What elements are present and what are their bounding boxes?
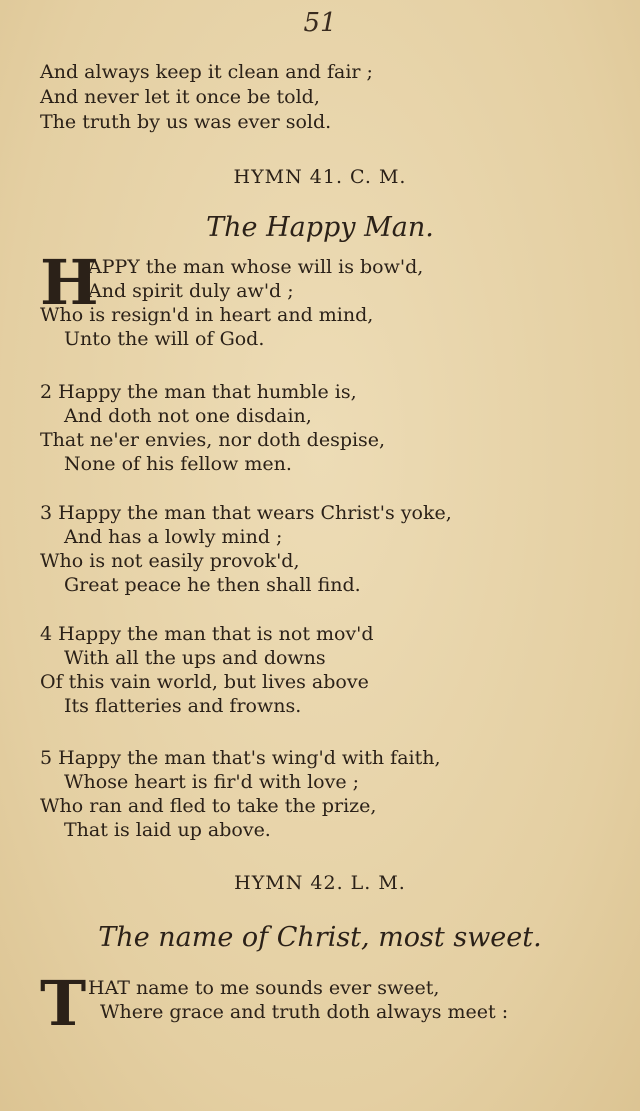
page-number: 51 bbox=[303, 8, 337, 38]
hymn-41-stanza-2 bbox=[40, 380, 385, 476]
verse-line: APPY the man whose will is bow'd, bbox=[88, 256, 424, 278]
verse-line: HAT name to me sounds ever sweet, bbox=[88, 977, 440, 999]
verse-line: Of this vain world, but lives above bbox=[40, 671, 369, 693]
verse-line: Unto the will of God. bbox=[64, 328, 265, 350]
hymn-42-heading: HYMN 42. L. M. bbox=[234, 872, 406, 894]
verse-line: Who ran and fled to take the prize, bbox=[40, 795, 377, 817]
verse-line: The truth by us was ever sold. bbox=[40, 111, 332, 133]
verse-line: And spirit duly aw'd ; bbox=[88, 280, 294, 302]
continued-verse bbox=[40, 60, 373, 135]
hymn-41-stanza-3 bbox=[40, 501, 452, 597]
verse-line: 2 Happy the man that humble is, bbox=[40, 381, 357, 403]
hymn-42-title: The name of Christ, most sweet. bbox=[98, 922, 542, 953]
verse-line: That is laid up above. bbox=[64, 819, 271, 841]
hymn-41-title: The Happy Man. bbox=[206, 212, 434, 243]
verse-line: And always keep it clean and fair ; bbox=[40, 61, 373, 83]
verse-line: That ne'er envies, nor doth despise, bbox=[40, 429, 386, 451]
verse-line: And doth not one disdain, bbox=[64, 405, 312, 427]
verse-line: Where grace and truth doth always meet : bbox=[100, 1001, 509, 1023]
hymn-41-stanza-1 bbox=[40, 246, 424, 351]
verse-line: Its flatteries and frowns. bbox=[64, 695, 302, 717]
drop-cap: H bbox=[40, 246, 99, 319]
verse-line: And has a lowly mind ; bbox=[64, 526, 283, 548]
verse-line: Who is not easily provok'd, bbox=[40, 550, 300, 572]
verse-line: 3 Happy the man that wears Christ's yoke, bbox=[40, 502, 452, 524]
verse-line: None of his fellow men. bbox=[64, 453, 292, 475]
drop-cap: T bbox=[40, 967, 87, 1040]
hymn-41-heading: HYMN 41. C. M. bbox=[233, 166, 407, 188]
hymn-41-stanza-4 bbox=[40, 622, 374, 718]
verse-line: Great peace he then shall find. bbox=[64, 574, 361, 596]
verse-line: 4 Happy the man that is not mov'd bbox=[40, 623, 374, 645]
verse-line: With all the ups and downs bbox=[64, 647, 326, 669]
verse-line: 5 Happy the man that's wing'd with faith, bbox=[40, 747, 441, 769]
verse-line: And never let it once be told, bbox=[40, 86, 320, 108]
verse-line: Who is resign'd in heart and mind, bbox=[40, 304, 374, 326]
hymn-42-stanza-1 bbox=[40, 967, 509, 1040]
hymn-41-stanza-5 bbox=[40, 746, 441, 842]
verse-line: Whose heart is fir'd with love ; bbox=[64, 771, 360, 793]
